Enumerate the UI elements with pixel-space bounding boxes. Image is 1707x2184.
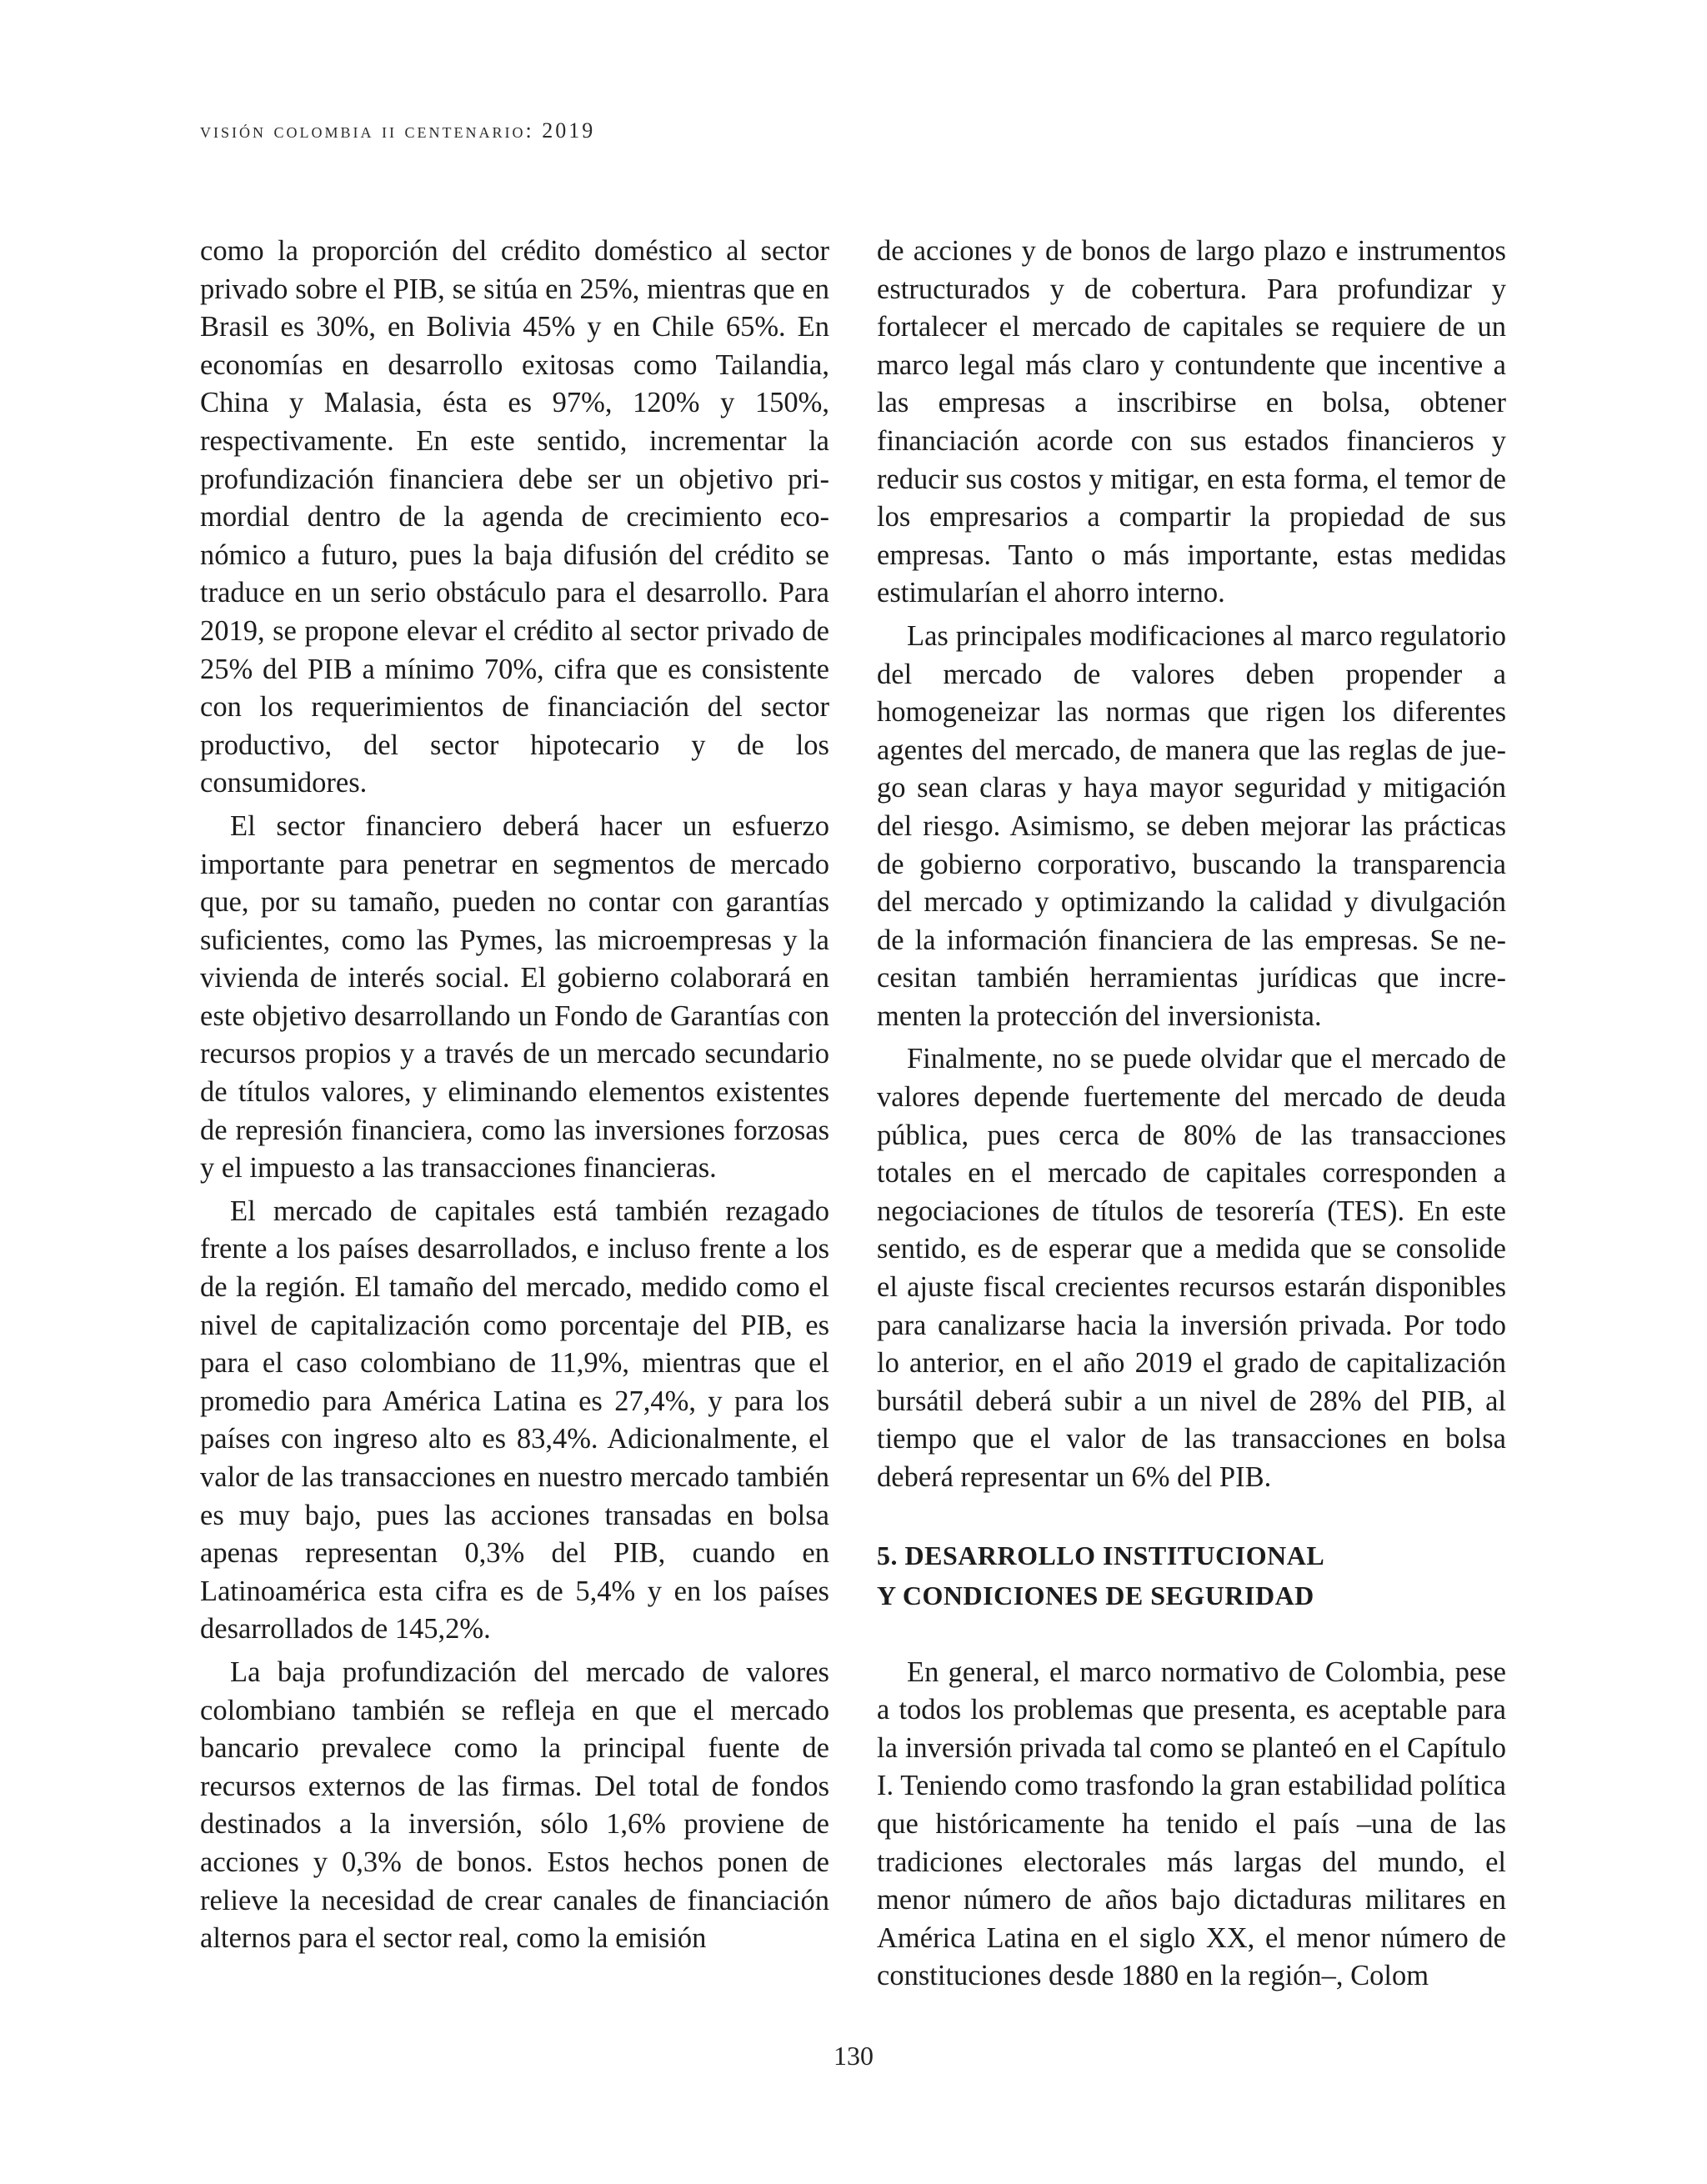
right-column: [877, 233, 1506, 1996]
body-paragraph: En general, el marco normativo de Colombia, pese a todos los problemas que presenta, es aceptable para la inversión privada tal como se planteó en el Capítulo I. Teniendo como trasfondo la gran estabilidad política que históricamente ha tenido el país –una de las tradiciones electorales más largas del mundo, el menor número de años bajo dictaduras militares en América Latina en el siglo XX, el menor número de constituciones desde 1880 en la región–, Colom: [877, 1656, 1506, 1992]
body-paragraph: como la proporción del crédito doméstico al sector privado sobre el PIB, se sitúa en 25%, mientras que en Brasil es 30%, en Bolivia 45% y en Chile 65%. En economías en desarrollo exitosas como Tailandia, China y Malasia, ésta es 97%, 120% y 150%, respectivamente. En este sentido, incrementar la profundización financiera debe ser un objetivo primordial dentro de la agenda de crecimiento económico a futuro, pues la baja difusión del crédito se traduce en un serio obstáculo para el desarrollo. Para 2019, se propone elevar el crédito al sector privado de 25% del PIB a mínimo 70%, cifra que es consistente con los requerimientos de financiación del sector productivo, del sector hipotecario y de los consumidores.: [200, 235, 829, 799]
body-paragraph: El mercado de capitales está también rezagado frente a los países desarrollados, e incluso frente a los de la región. El tamaño del mercado, medido como el nivel de capitalización como porcentaje del PIB, es para el caso colombiano de 11,9%, mientras que el promedio para América Latina es 27,4%, y para los países con ingreso alto es 83,4%. Adicionalmente, el valor de las transacciones en nuestro mercado también es muy bajo, pues las acciones transadas en bolsa apenas representan 0,3% del PIB, cuando en Latinoamérica esta cifra es de 5,4% y en los países desarrollados de 145,2%.: [200, 1195, 829, 1646]
body-paragraph: Las principales modificaciones al marco regulatorio del mercado de valores deben propender a homogeneizar las normas que rigen los diferentes agentes del mercado, de manera que las reglas de juego sean claras y haya mayor seguridad y mitigación del riesgo. Asimismo, se deben mejorar las prácticas de gobierno corporativo, buscando la transparencia del mercado y optimizando la calidad y divulgación de la información financiera de las empresas. Se necesitan también herramientas jurídicas que incrementen la protección del inversionista.: [877, 619, 1506, 1032]
running-head: visión colombia ii centenario: 2019: [200, 118, 596, 143]
body-paragraph: El sector financiero deberá hacer un esfuerzo importante para penetrar en segmentos de mercado que, por su tamaño, pueden no contar con garantías suficientes, como las Pymes, las microempresas y la vivienda de interés social. El gobierno colaborará en este objetivo desarrollando un Fondo de Garantías con recursos propios y a través de un mercado secundario de títulos valores, y eliminando elementos existentes de represión financiera, como las inversiones forzosas y el impuesto a las transacciones financieras.: [200, 809, 829, 1185]
body-paragraph: de acciones y de bonos de largo plazo e instrumentos estructurados y de cobertura. Para profundizar y fortalecer el mercado de capitales se requiere de un marco legal más claro y contundente que incentive a las empresas a inscribirse en bolsa, obtener financiación acorde con sus estados financieros y reducir sus costos y mitigar, en esta forma, el temor de los empresarios a compartir la propiedad de sus empresas. Tanto o más importante, estas medidas estimularían el ahorro interno.: [877, 235, 1506, 609]
section-heading: [877, 1535, 1506, 1615]
section-heading-line: 5. DESARROLLO INSTITUCIONAL: [877, 1540, 1325, 1570]
body-paragraph: Finalmente, no se puede olvidar que el mercado de valores depende fuertemente del mercado de deuda pública, pues cerca de 80% de las transacciones totales en el mercado de capitales corresponden a negociaciones de títulos de tesorería (TES). En este sentido, es de esperar que a medida que se consolide el ajuste fiscal crecientes recursos estarán disponibles para canalizarse hacia la inversión privada. Por todo lo anterior, en el año 2019 el grado de capitalización bursátil deberá subir a un nivel de 28% del PIB, al tiempo que el valor de las transacciones en bolsa deberá representar un 6% del PIB.: [877, 1043, 1506, 1493]
body-paragraph: La baja profundización del mercado de valores colombiano también se refleja en que el mercado bancario prevalece como la principal fuente de recursos externos de las firmas. Del total de fondos destinados a la inversión, sólo 1,6% proviene de acciones y 0,3% de bonos. Estos hechos ponen de relieve la necesidad de crear canales de financiación alternos para el sector real, como la emisión: [200, 1656, 829, 1955]
left-column: [200, 233, 829, 1958]
page-number: 130: [833, 2041, 874, 2071]
section-heading-line: Y CONDICIONES DE SEGURIDAD: [877, 1580, 1314, 1610]
